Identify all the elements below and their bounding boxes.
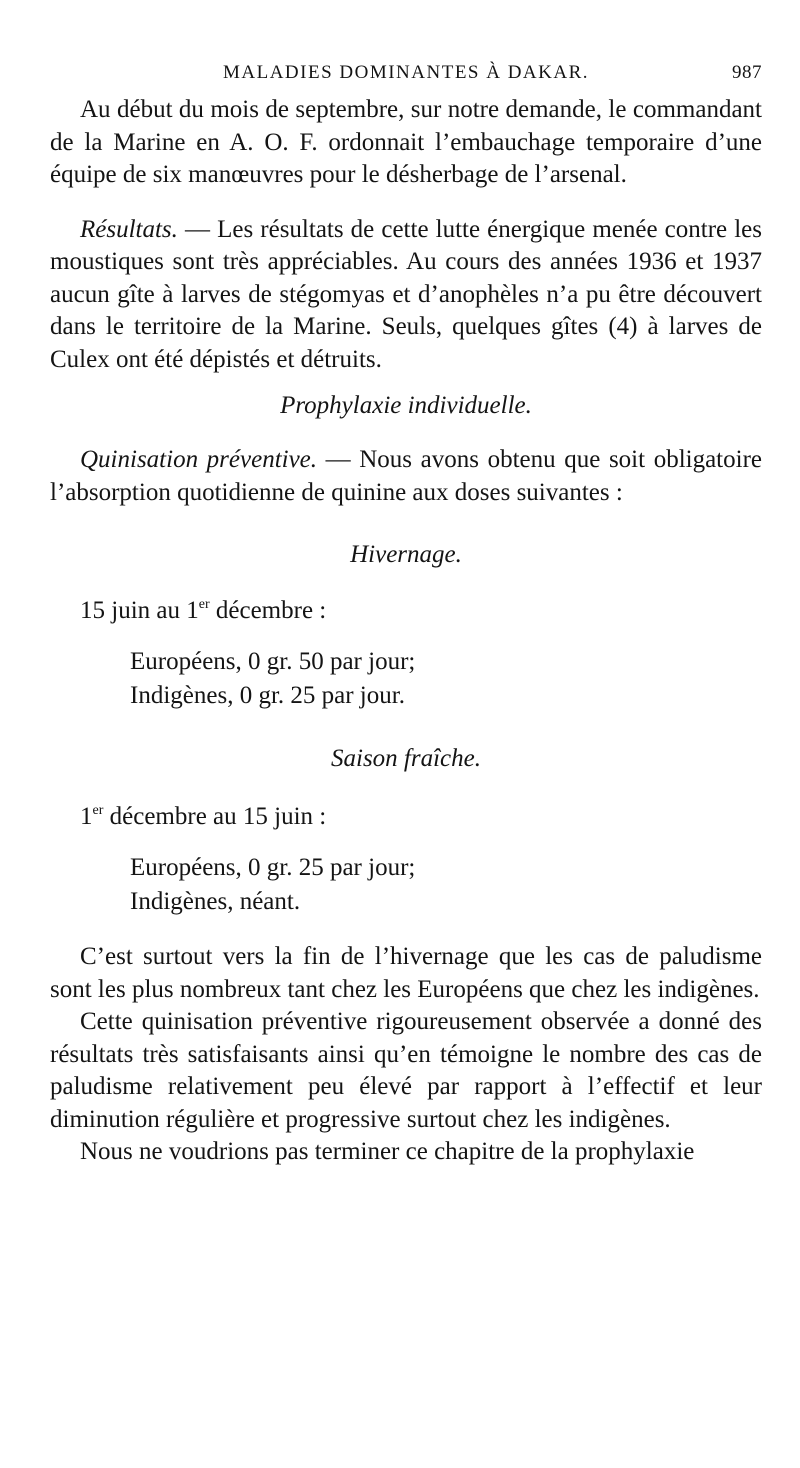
hivernage-dose-europeens: Européens, 0 gr. 50 par jour;	[130, 648, 416, 675]
running-header	[50, 58, 762, 94]
page-number: 987	[732, 62, 762, 83]
saison-dose-indigenes: Indigènes, néant.	[130, 888, 301, 915]
paragraph-fin-hivernage: C’est surtout vers la fin de l’hivernage que les cas de paludisme sont les plus nombreux tant chez les Européens que chez les indigènes.	[50, 943, 762, 1003]
running-title: MALADIES DOMINANTES À DAKAR.	[222, 62, 590, 83]
heading-saison-fraiche: Saison fraîche.	[331, 745, 481, 772]
hivernage-period-end: décembre :	[209, 597, 327, 624]
saison-period-end: décembre au 15 juin :	[103, 803, 327, 830]
hivernage-period-ordinal: er	[198, 597, 210, 612]
hivernage-dose-indigenes: Indigènes, 0 gr. 25 par jour.	[130, 682, 405, 709]
paragraph-embauchage: Au début du mois de septembre, sur notre demande, le commandant de la Marine en A. O. F. ordonnait l’embauchage temporaire d’une équipe de six manœuvres pour le désherbage de l’arsenal.	[50, 96, 762, 188]
paragraph-terminer-chapitre: Nous ne voudrions pas terminer ce chapitre de la prophylaxie	[80, 1138, 695, 1165]
resultats-text: — Les résultats de cette lutte énergique menée contre les moustiques sont très appréciables. Au cours des années 1936 et 1937 aucun gîte à larves de stégomyas et d’anophèles n’a pu être découvert dans le territoire de la Marine. Seuls, quelques gîtes (4) à larves de Culex ont été dépistés et détruits.	[50, 215, 762, 373]
paragraph-quinisation	[50, 444, 762, 509]
saison-period-start: 1	[80, 803, 93, 830]
paragraph-resultats	[50, 214, 762, 377]
heading-prophylaxie-individuelle: Prophylaxie individuelle.	[280, 392, 532, 419]
runin-quinisation: Quinisation préventive.	[80, 446, 318, 473]
saison-period-ordinal: er	[92, 803, 104, 818]
quinisation-text: — Nous avons obtenu que soit obligatoire l’absorption quotidienne de quinine aux doses suivantes :	[50, 446, 762, 506]
hivernage-period	[80, 595, 762, 627]
heading-hivernage: Hivernage.	[350, 541, 462, 568]
hivernage-period-start: 15 juin au 1	[80, 597, 199, 624]
saison-dose-europeens: Européens, 0 gr. 25 par jour;	[130, 854, 416, 881]
runin-resultats: Résultats.	[80, 215, 178, 243]
document-page	[50, 58, 762, 1169]
paragraph-quinisation-resultats: Cette quinisation préventive rigoureusement observée a donné des résultats très satisfaisants ainsi qu’en témoigne le nombre des cas de paludisme relativement peu élevé par rapport à l’effectif et leur diminution régulière et progressive surtout chez les indigènes.	[50, 1008, 762, 1133]
saison-period	[80, 801, 762, 833]
